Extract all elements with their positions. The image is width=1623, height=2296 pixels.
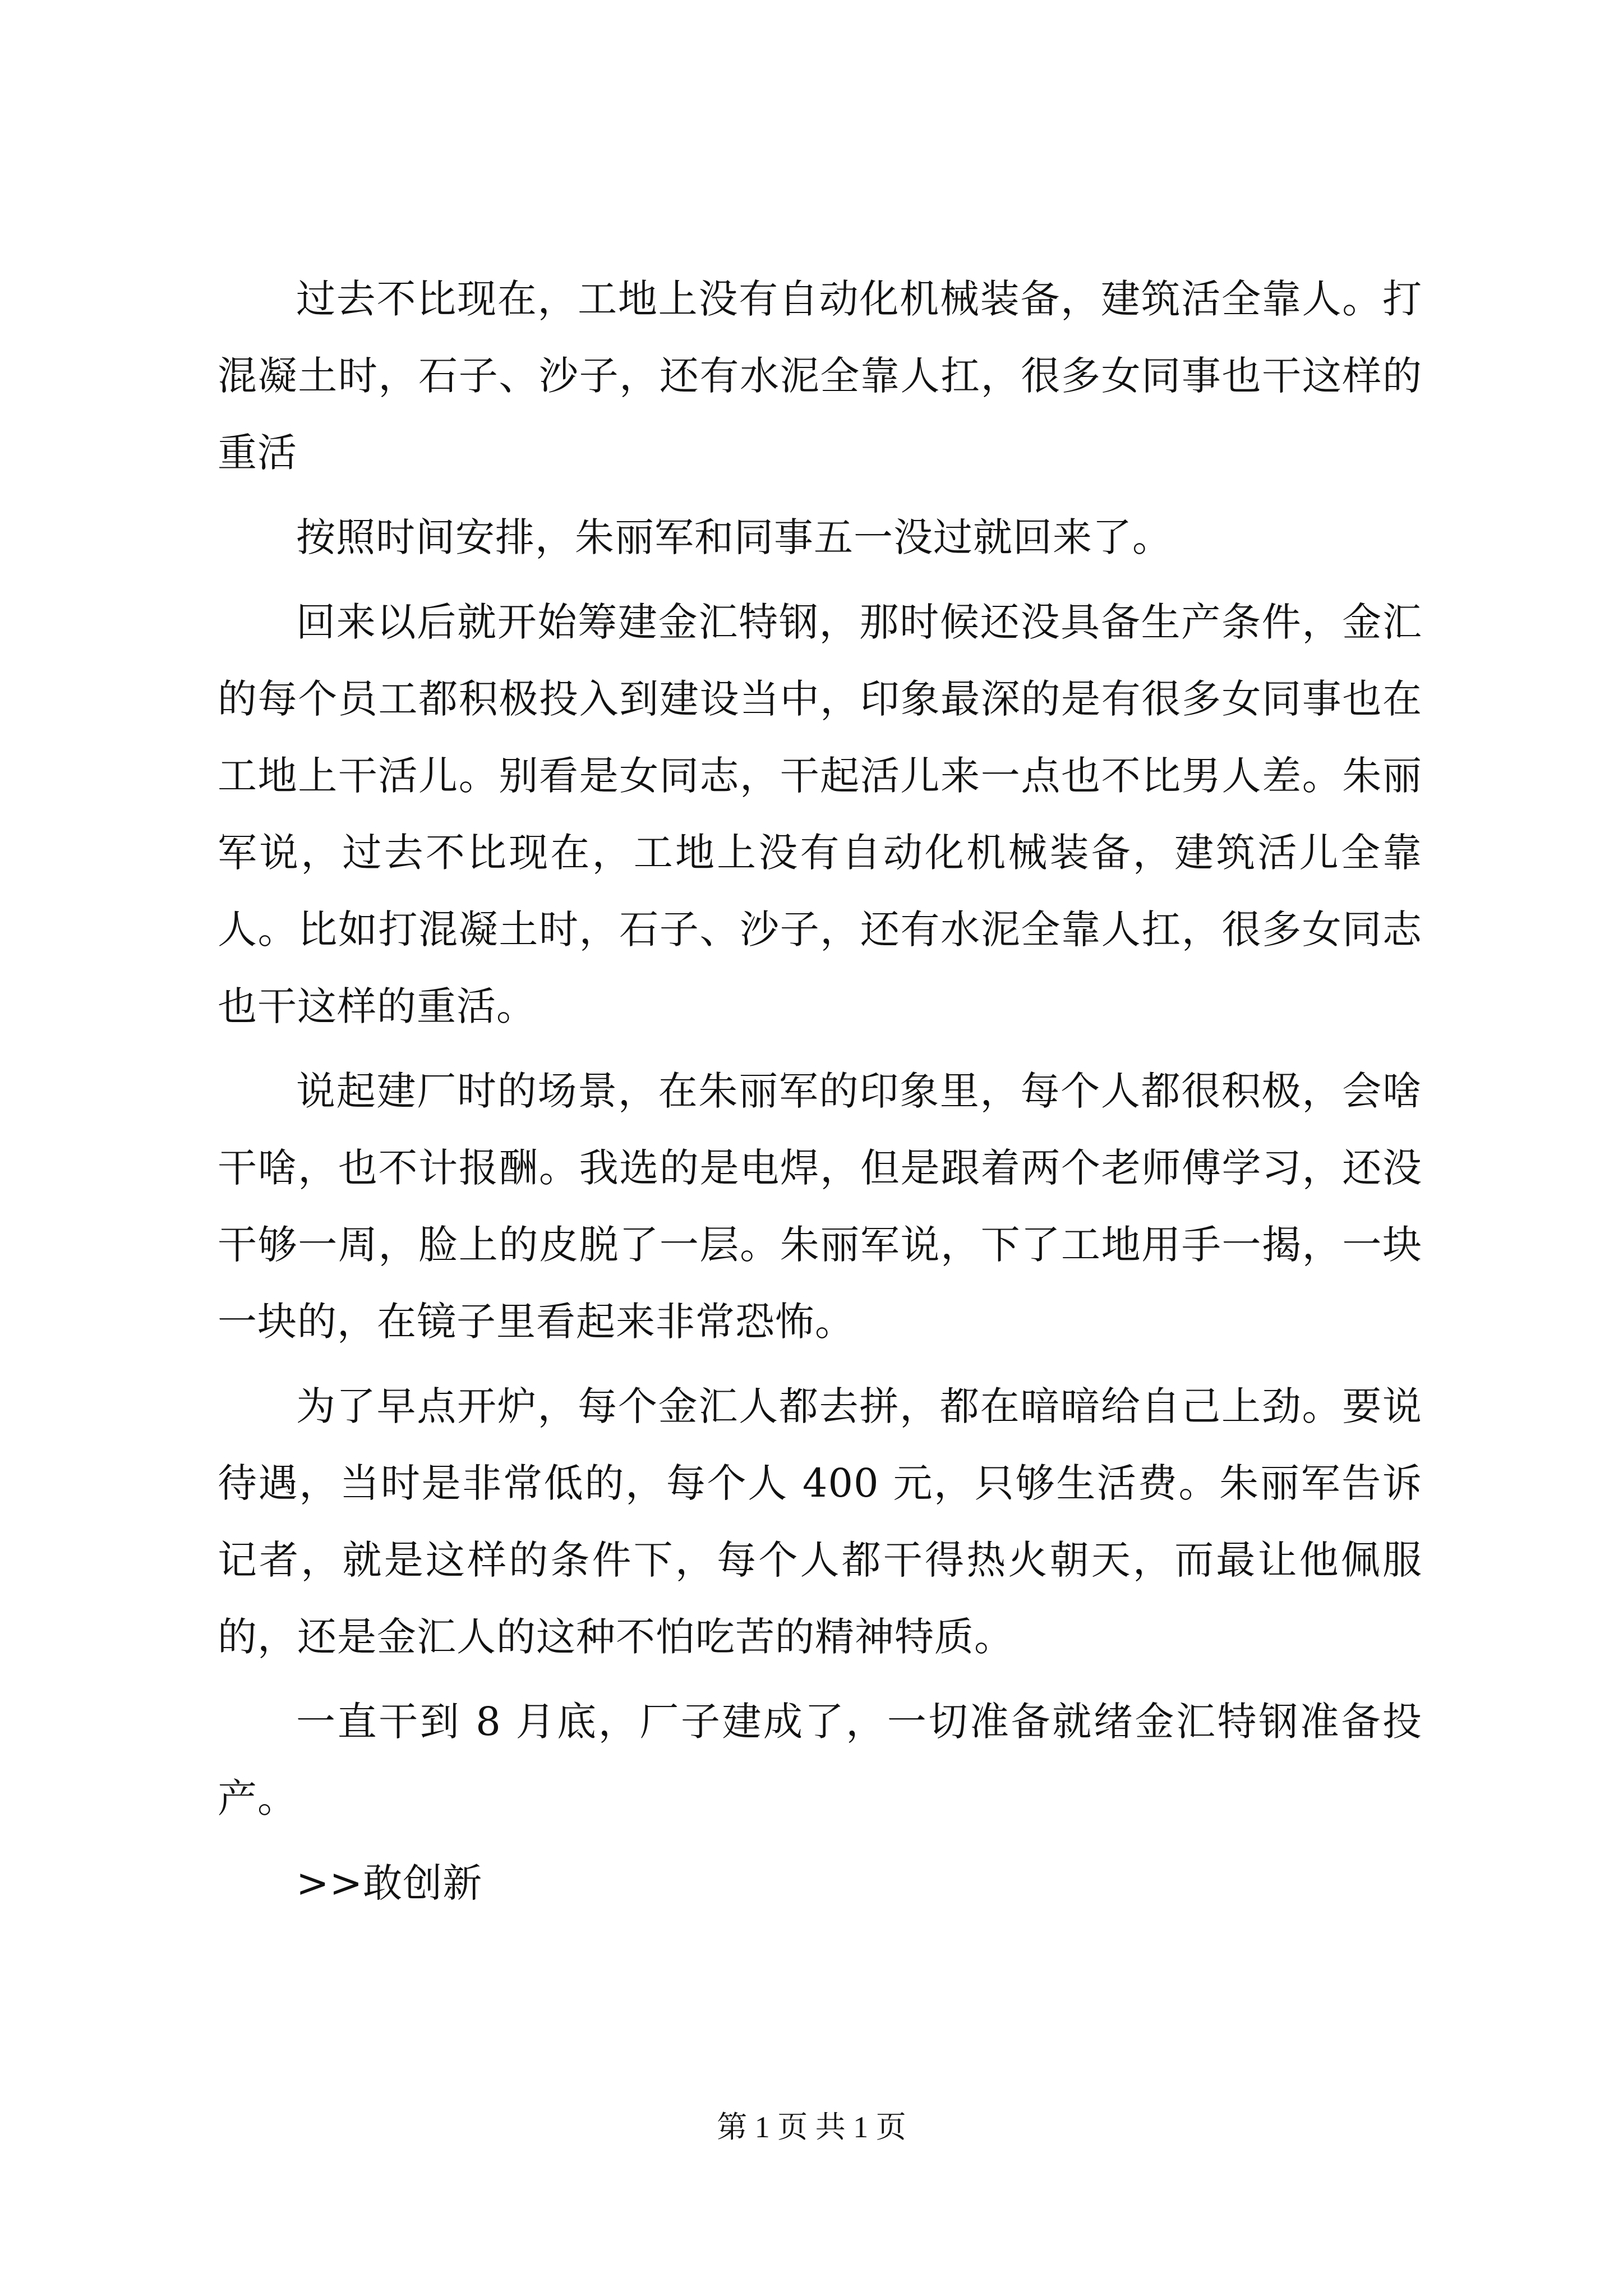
paragraph-1: 过去不比现在，工地上没有自动化机械装备，建筑活全靠人。打混凝土时，石子、沙子，还有水泥全靠人扛，很多女同事也干这样的重活 xyxy=(218,276,1422,476)
section-heading: >>敢创新 xyxy=(296,1860,483,1906)
paragraph-6: 一直干到 8 月底，厂子建成了，一切准备就绪金汇特钢准备投产。 xyxy=(218,1699,1422,1821)
paragraph-5: 为了早点开炉，每个金汇人都去拼，都在暗暗给自己上劲。要说待遇，当时是非常低的，每个人 400 元，只够生活费。朱丽军告诉记者，就是这样的条件下，每个人都干得热火朝天，而最让他佩服的，还是金汇人的这种不怕吃苦的精神特质。 xyxy=(218,1383,1422,1660)
page-footer: 第 1 页 共 1 页 xyxy=(717,2110,906,2144)
paragraph-2: 按照时间安排，朱丽军和同事五一没过就回来了。 xyxy=(296,514,1172,560)
paragraph-3: 回来以后就开始筹建金汇特钢，那时候还没具备生产条件，金汇的每个员工都积极投入到建设当中，印象最深的是有很多女同事也在工地上干活儿。别看是女同志，干起活儿来一点也不比男人差。朱丽军说，过去不比现在，工地上没有自动化机械装备，建筑活儿全靠人。比如打混凝土时，石子、沙子，还有水泥全靠人扛，很多女同志也干这样的重活。 xyxy=(218,599,1422,1029)
document-body xyxy=(218,261,1422,1930)
paragraph-4: 说起建厂时的场景，在朱丽军的印象里，每个人都很积极，会啥干啥，也不计报酬。我选的是电焊，但是跟着两个老师傅学习，还没干够一周，脸上的皮脱了一层。朱丽军说，下了工地用手一揭，一块一块的，在镜子里看起来非常恐怖。 xyxy=(218,1068,1422,1345)
